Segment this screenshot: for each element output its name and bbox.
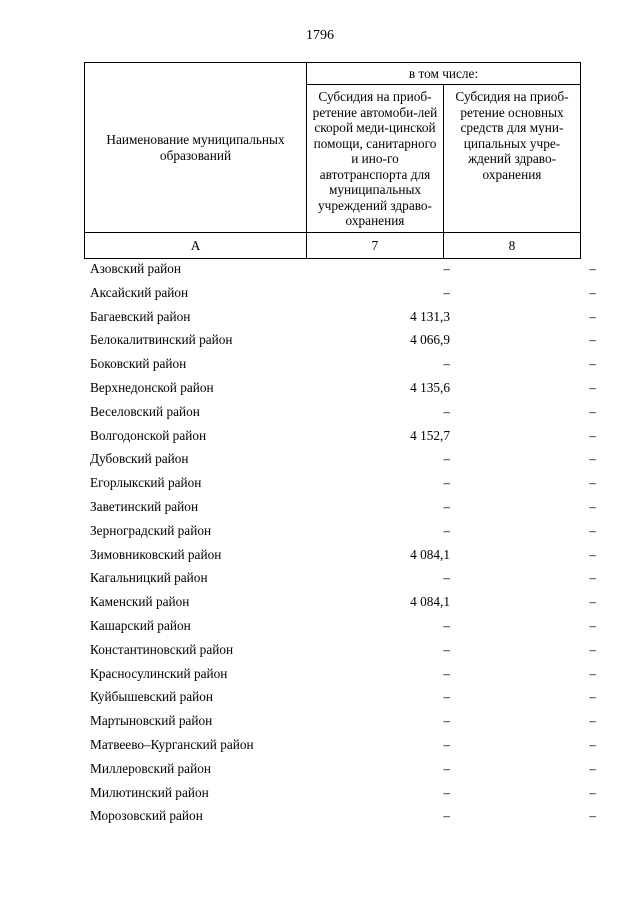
row-name: Зимовниковский район bbox=[90, 546, 222, 562]
row-name: Боковский район bbox=[90, 356, 187, 372]
row-col7-value: – bbox=[443, 403, 450, 419]
row-col8-value: – bbox=[589, 641, 596, 657]
row-col7-value: – bbox=[443, 498, 450, 514]
table-row bbox=[84, 757, 600, 781]
row-col7-value: 4 084,1 bbox=[410, 594, 450, 610]
table-row bbox=[84, 685, 600, 709]
row-col7-value: 4 152,7 bbox=[410, 427, 450, 443]
row-name: Кагальницкий район bbox=[90, 570, 208, 586]
row-name: Верхнедонской район bbox=[90, 379, 214, 395]
row-col8-value: – bbox=[589, 522, 596, 538]
row-col8-value: – bbox=[589, 546, 596, 562]
row-col8-value: – bbox=[589, 475, 596, 491]
row-col8-value: – bbox=[589, 617, 596, 633]
row-col7-value: – bbox=[443, 808, 450, 824]
table-row bbox=[84, 614, 600, 638]
row-col8-value: – bbox=[589, 284, 596, 300]
row-col8-value: – bbox=[589, 403, 596, 419]
table-row bbox=[84, 447, 600, 471]
row-col7-value: – bbox=[443, 261, 450, 276]
table-row bbox=[84, 305, 600, 329]
row-col8-value: – bbox=[589, 689, 596, 705]
row-col8-value: – bbox=[589, 498, 596, 514]
row-col7-value: – bbox=[443, 736, 450, 752]
row-col7-value: 4 084,1 bbox=[410, 546, 450, 562]
row-col7-value: – bbox=[443, 451, 450, 467]
row-col7-value: – bbox=[443, 713, 450, 729]
table-row bbox=[84, 471, 600, 495]
row-col8-value: – bbox=[589, 736, 596, 752]
table-row bbox=[84, 519, 600, 543]
table-row bbox=[84, 590, 600, 614]
row-col7-value: – bbox=[443, 570, 450, 586]
header-num-8: 8 bbox=[444, 233, 581, 259]
table-row bbox=[84, 328, 600, 352]
row-name: Заветинский район bbox=[90, 498, 199, 514]
row-col7-value: – bbox=[443, 617, 450, 633]
row-name: Кашарский район bbox=[90, 617, 191, 633]
table-row bbox=[84, 376, 600, 400]
row-name: Мартыновский район bbox=[90, 713, 213, 729]
row-col8-value: – bbox=[589, 570, 596, 586]
row-name: Азовский район bbox=[90, 261, 181, 276]
header-letter-a: А bbox=[85, 233, 307, 259]
row-col8-value: – bbox=[589, 808, 596, 824]
row-col7-value: – bbox=[443, 760, 450, 776]
table-row bbox=[84, 709, 600, 733]
row-col8-value: – bbox=[589, 356, 596, 372]
row-col7-value: 4 066,9 bbox=[410, 332, 450, 348]
row-col8-value: – bbox=[589, 451, 596, 467]
row-name: Красносулинский район bbox=[90, 665, 228, 681]
row-col7-value: – bbox=[443, 475, 450, 491]
table-row bbox=[84, 543, 600, 567]
row-col8-value: – bbox=[589, 784, 596, 800]
header-including: в том числе: bbox=[307, 63, 581, 85]
row-col8-value: – bbox=[589, 308, 596, 324]
row-name: Морозовский район bbox=[90, 808, 203, 824]
row-col7-value: – bbox=[443, 665, 450, 681]
table-header bbox=[84, 62, 581, 259]
row-name: Волгодонской район bbox=[90, 427, 207, 443]
header-col8-title: Субсидия на приоб-ретение основных средств для муни-ципальных учре-ждений здраво-охранения bbox=[444, 85, 581, 233]
row-col8-value: – bbox=[589, 332, 596, 348]
table-row bbox=[84, 495, 600, 519]
header-name-column: Наименование муниципальных образований bbox=[85, 63, 307, 233]
row-col8-value: – bbox=[589, 594, 596, 610]
row-name: Куйбышевский район bbox=[90, 689, 214, 705]
row-col7-value: – bbox=[443, 641, 450, 657]
table-row bbox=[84, 781, 600, 805]
row-col7-value: – bbox=[443, 522, 450, 538]
row-name: Матвеево–Курганский район bbox=[90, 736, 254, 752]
row-col8-value: – bbox=[589, 379, 596, 395]
row-col7-value: – bbox=[443, 284, 450, 300]
page-number: 1796 bbox=[306, 28, 334, 43]
row-name: Зерноградский район bbox=[90, 522, 212, 538]
table-row bbox=[84, 400, 600, 424]
row-col7-value: 4 135,6 bbox=[410, 379, 450, 395]
header-col7-title: Субсидия на приоб-ретение автомоби-лей скорой меди-цинской помощи, санитарного и ино-го автотранспорта для муниципальных учреждений здраво-охранения bbox=[307, 85, 444, 233]
table-row bbox=[84, 638, 600, 662]
row-name: Белокалитвинский район bbox=[90, 332, 233, 348]
row-name: Милютинский район bbox=[90, 784, 209, 800]
row-name: Веселовский район bbox=[90, 403, 200, 419]
row-name: Миллеровский район bbox=[90, 760, 211, 776]
row-name: Егорлыкский район bbox=[90, 475, 202, 491]
row-name: Дубовский район bbox=[90, 451, 189, 467]
table-row bbox=[84, 566, 600, 590]
row-col8-value: – bbox=[589, 427, 596, 443]
row-col8-value: – bbox=[589, 665, 596, 681]
row-col7-value: 4 131,3 bbox=[410, 308, 450, 324]
table-row bbox=[84, 281, 600, 305]
table-row bbox=[84, 804, 600, 828]
row-name: Каменский район bbox=[90, 594, 190, 610]
table-body bbox=[84, 257, 600, 828]
row-name: Багаевский район bbox=[90, 308, 191, 324]
table-row bbox=[84, 257, 600, 281]
row-name: Константиновский район bbox=[90, 641, 234, 657]
row-name: Аксайский район bbox=[90, 284, 189, 300]
table-row bbox=[84, 424, 600, 448]
header-num-7: 7 bbox=[307, 233, 444, 259]
row-col8-value: – bbox=[589, 261, 596, 276]
row-col7-value: – bbox=[443, 784, 450, 800]
row-col7-value: – bbox=[443, 356, 450, 372]
row-col7-value: – bbox=[443, 689, 450, 705]
table-row bbox=[84, 662, 600, 686]
row-col8-value: – bbox=[589, 760, 596, 776]
table-row bbox=[84, 733, 600, 757]
table-row bbox=[84, 352, 600, 376]
row-col8-value: – bbox=[589, 713, 596, 729]
